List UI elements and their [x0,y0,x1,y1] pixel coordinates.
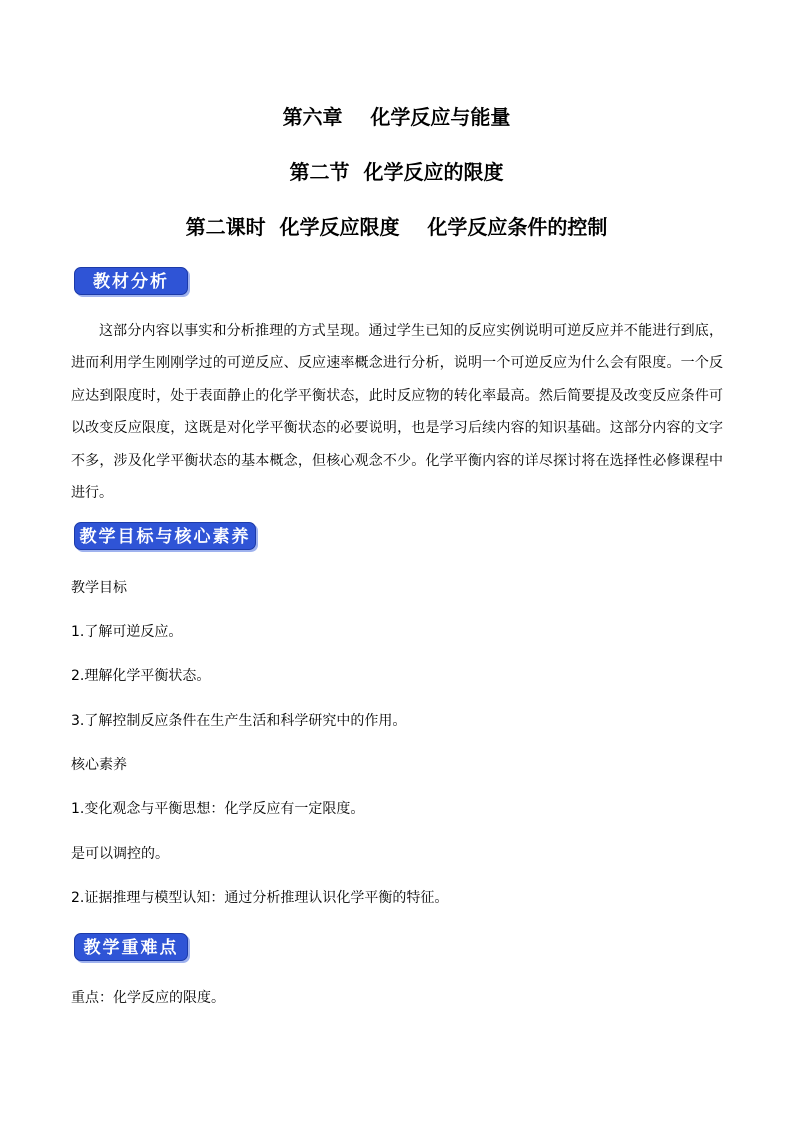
analysis-paragraph: 这部分内容以事实和分析推理的方式呈现。通过学生已知的反应实例说明可逆反应并不能进行到底，进而利用学生刚刚学过的可逆反应、反应速率概念进行分析，说明一个可逆反应为什么会有限度。一个反应达到限度时，处于表面静止的化学平衡状态，此时反应物的转化率最高。然后简要提及改变反应条件可以改变反应限度，这既是对化学平衡状态的必要说明，也是学习后续内容的知识基础。这部分内容的文字不多，涉及化学平衡状态的基本概念，但核心观念不少。化学平衡内容的详尽探讨将在选择性必修课程中进行。 [71,323,723,502]
literacy-label: 核心素养 [71,757,127,773]
lesson-title: 第二课时 化学反应限度 化学反应条件的控制 [185,215,608,239]
goal-item: 2.理解化学平衡状态。 [71,668,211,684]
focus-point: 重点：化学反应的限度。 [71,990,225,1006]
keypoints-heading-badge: 教学重难点 [74,933,188,961]
goals-label: 教学目标 [71,580,127,596]
goal-item: 1.了解可逆反应。 [71,624,183,640]
chapter-title: 第六章 化学反应与能量 [282,105,511,129]
goal-item: 3.了解控制反应条件在生产生活和科学研究中的作用。 [71,713,407,729]
objectives-heading-badge: 教学目标与核心素养 [74,522,256,550]
analysis-heading-badge: 教材分析 [74,267,188,295]
literacy-item: 是可以调控的。 [71,846,169,862]
section-title: 第二节 化学反应的限度 [289,160,504,184]
literacy-item: 1.变化观念与平衡思想：化学反应有一定限度。 [71,801,365,817]
literacy-item: 2.证据推理与模型认知：通过分析推理认识化学平衡的特征。 [71,890,449,906]
